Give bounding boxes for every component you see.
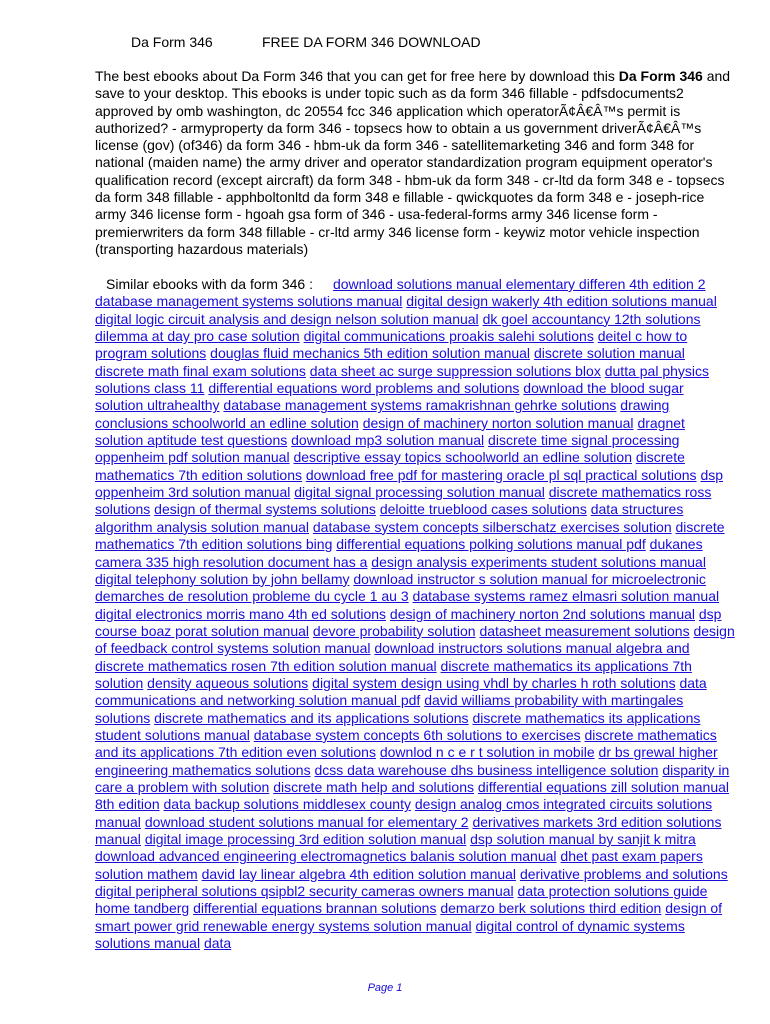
ebook-link[interactable]: discrete mathematics and its applications solutions [154,709,469,726]
ebook-link[interactable]: download student solutions manual for elementary 2 [144,813,469,830]
ebook-link[interactable]: dukanes camera 335 high resolution document has a [95,536,703,570]
ebook-link[interactable]: disparity in care a problem with solution [95,761,730,795]
ebook-link[interactable]: differential equations word problems and solutions [208,380,520,397]
ebook-link[interactable]: downlod n c e r t solution in mobile [379,744,595,761]
ebook-link[interactable]: digital telephony solution by john bellamy [95,570,350,587]
ebook-link[interactable]: download mp3 solution manual [291,432,485,449]
ebook-link[interactable]: download advanced engineering electromagnetics balanis solution manual [95,848,557,865]
ebook-link[interactable]: design of machinery norton solution manual [362,414,634,431]
ebook-link[interactable]: dr bs grewal higher engineering mathematics solutions [95,744,718,778]
ebook-link[interactable]: data protection solutions guide home tandberg [95,883,708,917]
ebook-link[interactable]: dcss data warehouse dhs business intelligence solution [314,761,659,778]
ebook-link[interactable]: discrete mathematics and its applications 7th edition even solutions [95,726,717,761]
ebook-link[interactable]: digital electronics morris mano 4th ed solutions [95,605,387,622]
ebook-link[interactable]: dutta pal physics solutions class 11 [95,362,710,397]
intro-bold-title: Da Form 346 [618,68,703,84]
ebook-link[interactable]: dsp oppenheim 3rd solution manual [95,466,724,501]
ebook-link[interactable]: download instructor s solution manual for microelectronic [353,570,706,587]
page-number: Page 1 [367,982,403,994]
ebook-link[interactable]: descriptive essay topics schoolworld an edline solution [293,449,632,466]
ebook-link[interactable]: differential equations brannan solutions [193,900,437,917]
ebook-link[interactable]: deloitte trueblood cases solutions [379,501,587,518]
ebook-link[interactable]: discrete solution manual [533,345,685,362]
ebook-link[interactable]: derivative problems and solutions [519,865,728,882]
ebook-link[interactable]: database systems ramez elmasri solution manual [412,588,720,605]
ebook-link[interactable]: discrete math final exam solutions [95,362,306,379]
ebook-link[interactable]: dsp course boaz porat solution manual [95,605,722,639]
ebook-link[interactable]: discrete math help and solutions [273,778,474,795]
ebook-link[interactable]: digital image processing 3rd edition solution manual [144,831,467,847]
ebook-link[interactable]: data structures algorithm analysis solution manual [95,501,684,535]
ebook-link[interactable]: discrete mathematics ross solutions [95,484,712,518]
ebook-link[interactable]: design analysis experiments student solutions manual [371,553,706,570]
similar-lead-text: Similar ebooks with da form 346 : [106,276,313,292]
ebook-link[interactable]: density aqueous solutions [147,674,309,691]
ebook-link[interactable]: dragnet solution aptitude test questions [95,414,685,449]
ebook-link[interactable]: data communications and networking solution manual pdf [95,674,707,709]
ebook-link[interactable]: douglas fluid mechanics 5th edition solution manual [210,345,531,362]
ebook-link[interactable]: download solutions manual elementary differen 4th edition 2 [332,276,706,292]
ebook-link[interactable]: design of smart power grid renewable energy systems solution manual [95,900,723,934]
ebook-link[interactable]: data [203,935,232,952]
similar-ebooks-section [95,276,735,952]
ebook-link[interactable]: discrete mathematics 7th edition solutions bing [95,518,725,553]
ebook-link[interactable]: design of thermal systems solutions [154,501,376,518]
ebook-link[interactable]: digital design wakerly 4th edition solutions manual [406,293,717,310]
ebook-link[interactable]: differential equations polking solutions manual pdf [336,536,646,553]
ebook-link[interactable]: database system concepts silberschatz exercises solution [312,518,672,535]
ebook-link[interactable]: discrete mathematics rosen 7th edition solution manual [95,657,437,674]
ebook-link[interactable]: datasheet measurement solutions [479,622,690,639]
ebook-link[interactable]: download instructors solutions manual algebra and [374,640,690,657]
ebook-link[interactable]: dk goel accountancy 12th solutions [482,310,701,327]
intro-text-after: and save to your desktop. This ebooks is under topic such as da form 346 fillable - pdfsdocuments2 approved by omb washington, dc 20554 fcc 346 application which operatorÃ¢Â€Â™s permit is authorized? - armyproperty da form 346 - topsecs how to obtain a us government driverÃ¢Â€Â™s license (gov) (of346) da form 346 - hbm-uk da form 346 - satellitemarketing 346 and form 348 for national (maiden name) the army driver and operator standardization program equipment operator's qualification record (except aircraft) da form 348 - hbm-uk da form 348 - cr-ltd da form 348 e - topsecs da form 348 fillable - apphboltonltd da form 348 e fillable - qwickquotes da form 348 e - joseph-rice army 346 license form - hgoah gsa form of 346 - usa-federal-forms army 346 license form - premierwriters da form 348 fillable - cr-ltd army 346 license form - keywiz motor vehicle inspection (transporting hazardous materials) [95,68,731,257]
ebook-link[interactable]: data sheet ac surge suppression solutions blox [309,362,601,379]
ebook-link[interactable]: discrete time signal processing oppenheim pdf solution manual [95,432,680,466]
ebook-link[interactable]: demarzo berk solutions third edition [440,900,662,917]
form-title: Da Form 346 [131,34,213,50]
ebook-link[interactable]: devore probability solution [312,622,476,639]
ebook-link[interactable]: derivatives markets 3rd edition solutions manual [95,813,722,847]
ebook-link[interactable]: design of machinery norton 2nd solutions manual [389,605,695,622]
ebook-link[interactable]: design of feedback control systems solution manual [95,622,735,657]
ebook-link[interactable]: discrete mathematics 7th edition solutions [95,449,685,483]
ebook-link[interactable]: discrete mathematics its applications 7th solution [95,657,692,691]
ebook-link[interactable]: digital communications proakis salehi solutions [303,328,594,345]
ebook-link[interactable]: data backup solutions middlesex county [163,796,411,813]
ebook-link[interactable]: deitel c how to program solutions [95,328,688,362]
ebook-link[interactable]: david lay linear algebra 4th edition solution manual [201,865,517,882]
ebook-link[interactable]: database management systems solutions manual [95,293,403,310]
ebook-link[interactable]: dhet past exam papers solution mathem [95,848,703,882]
ebook-link[interactable]: download the blood sugar solution ultrahealthy [95,380,684,414]
ebook-link[interactable]: design analog cmos integrated circuits solutions manual [95,796,713,830]
document-header [131,33,481,51]
ebook-link[interactable]: digital system design using vhdl by charles h roth solutions [312,674,676,691]
ebook-link[interactable]: differential equations zill solution manual 8th edition [95,778,730,813]
ebook-link[interactable]: database system concepts 6th solutions to exercises [253,726,581,743]
ebook-link[interactable]: digital peripheral solutions qsipbl2 security cameras owners manual [95,883,514,900]
ebook-link[interactable]: database management systems ramakrishnan gehrke solutions [223,397,617,414]
ebook-link[interactable]: drawing conclusions schoolworld an edline solution [95,397,670,431]
ebook-link[interactable]: dilemma at day pro case solution [95,328,300,345]
ebook-link[interactable]: digital control of dynamic systems solutions manual [95,917,685,952]
ebook-link[interactable]: discrete mathematics its applications student solutions manual [95,709,701,743]
ebook-link[interactable]: demarches de resolution probleme du cycle 1 au 3 [95,588,409,605]
download-title: FREE DA FORM 346 DOWNLOAD [262,34,481,50]
ebook-link[interactable]: download free pdf for mastering oracle pl sql practical solutions [305,466,697,483]
intro-paragraph [95,68,735,258]
ebook-link[interactable]: dsp solution manual by sanjit k mitra [470,831,696,847]
ebook-link[interactable]: digital signal processing solution manual [294,484,545,501]
ebook-link[interactable]: david williams probability with martingales solutions [95,692,684,726]
ebook-link[interactable]: digital logic circuit analysis and design nelson solution manual [95,310,479,327]
intro-text-before: The best ebooks about Da Form 346 that you can get for free here by download this [95,68,619,84]
